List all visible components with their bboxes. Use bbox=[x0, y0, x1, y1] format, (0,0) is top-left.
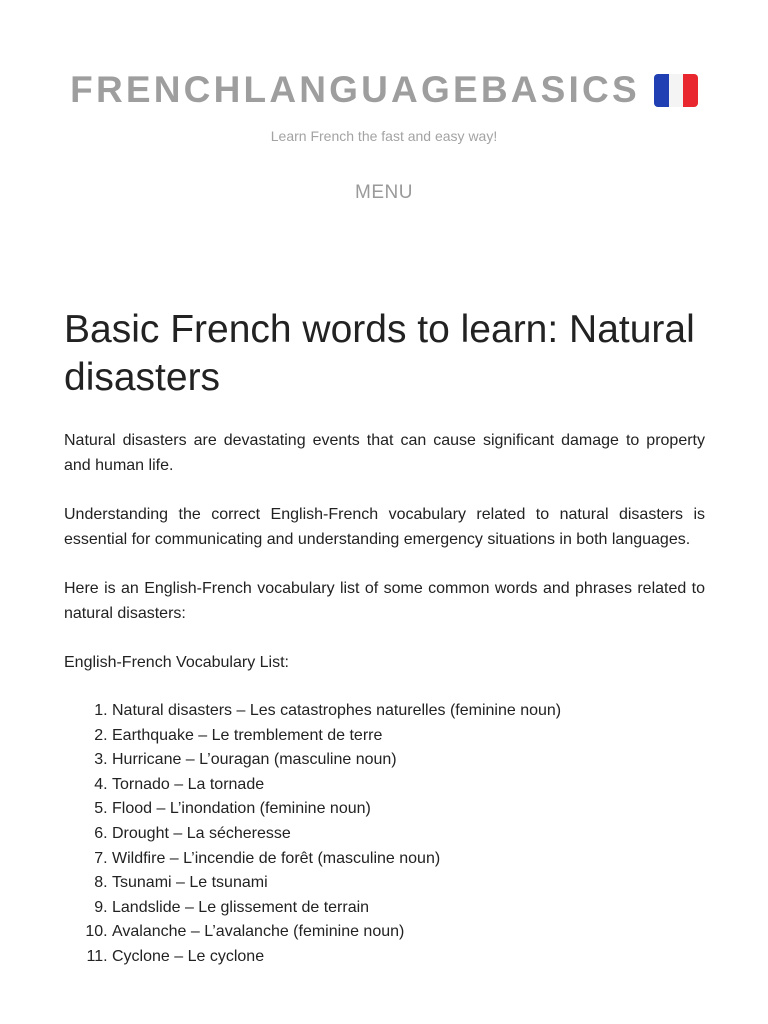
list-item: 6. Drought – La sécheresse bbox=[112, 822, 705, 847]
vocabulary-importance-paragraph: Understanding the correct English-French vocabulary related to natural disasters is essential for communicating and understanding emergency situations in both languages. bbox=[64, 506, 705, 548]
site-title-row bbox=[0, 68, 768, 112]
page-title: Basic French words to learn: Natural disasters bbox=[64, 308, 695, 399]
list-item: 1. Natural disasters – Les catastrophes naturelles (feminine noun) bbox=[112, 699, 705, 724]
list-item: 4. Tornado – La tornade bbox=[112, 773, 705, 798]
list-item: 5. Flood – L’inondation (feminine noun) bbox=[112, 797, 705, 822]
menu-button[interactable]: MENU bbox=[355, 182, 413, 203]
list-item: 7. Wildfire – L’incendie de forêt (masculine noun) bbox=[112, 847, 705, 872]
french-flag-icon bbox=[654, 74, 698, 107]
list-item: 2. Earthquake – Le tremblement de terre bbox=[112, 724, 705, 749]
list-heading: English-French Vocabulary List: bbox=[64, 654, 289, 671]
list-item: 11. Cyclone – Le cyclone bbox=[112, 945, 705, 970]
intro-paragraph: Natural disasters are devastating events that can cause significant damage to property and human life. bbox=[64, 432, 705, 474]
site-header bbox=[0, 0, 768, 204]
site-title-link[interactable]: FRENCHLANGUAGEBASICS bbox=[70, 69, 640, 110]
article-content bbox=[64, 306, 705, 970]
list-item: 8. Tsunami – Le tsunami bbox=[112, 871, 705, 896]
list-item: 3. Hurricane – L’ouragan (masculine noun) bbox=[112, 748, 705, 773]
list-item: 9. Landslide – Le glissement de terrain bbox=[112, 896, 705, 921]
site-tagline: Learn French the fast and easy way! bbox=[270, 128, 498, 144]
list-intro-paragraph: Here is an English-French vocabulary list of some common words and phrases related to natural disasters: bbox=[64, 580, 705, 622]
vocabulary-list bbox=[64, 699, 705, 970]
list-item: 10. Avalanche – L’avalanche (feminine noun) bbox=[112, 920, 705, 945]
